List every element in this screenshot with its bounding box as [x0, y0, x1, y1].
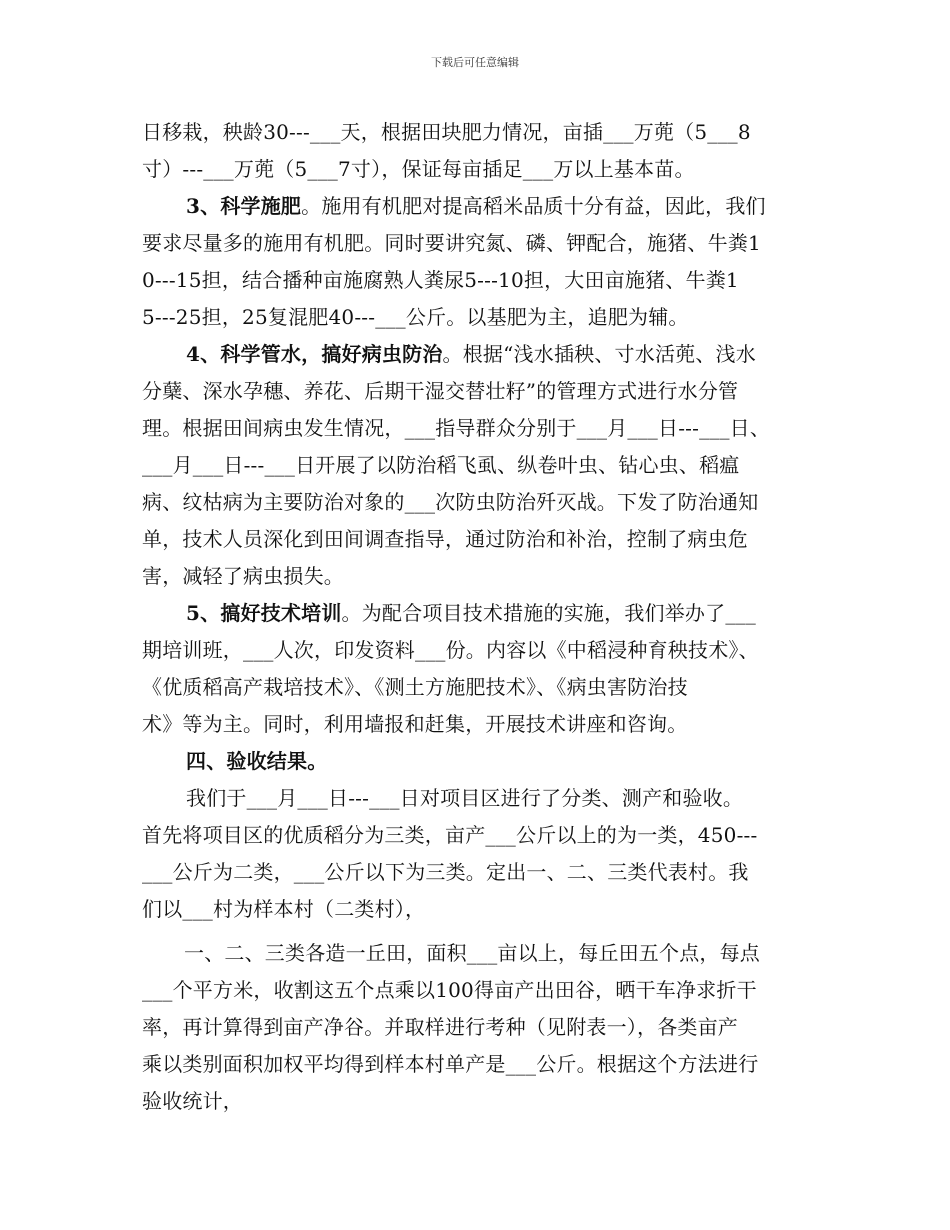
text-line: 术》等为主。同时，利用墙报和赶集，开展技术讲座和咨询。: [142, 712, 688, 736]
text-line: 分蘖、深水孕穗、养花、后期干湿交替壮籽”的管理方式进行水分管: [142, 379, 739, 403]
text-line: 期培训班，___人次，印发资料___份。内容以《中稻浸种育秧技术》、: [142, 638, 759, 662]
text-line: ___月___日---___日开展了以防治稻飞虱、纵卷叶虫、钻心虫、稻瘟: [142, 453, 740, 477]
text-line: 病、纹枯病为主要防治对象的___次防虫防治歼灭战。下发了防治通知: [142, 490, 759, 514]
section-heading: 4、科学管水，搞好病虫防治: [186, 342, 443, 366]
text-line: 们以___村为样本村（二类村），: [142, 897, 426, 921]
text-line: ___公斤为二类，___公斤以下为三类。定出一、二、三类代表村。我: [142, 860, 749, 884]
section-heading-line: [142, 188, 810, 225]
text-run: 。为配合项目技术措施的实施，我们举办了___: [341, 601, 756, 625]
page-header: 下载后可任意编辑: [431, 56, 519, 69]
text-line: 率，再计算得到亩产净谷。并取样进行考种（见附表一），各类亩产: [142, 1015, 738, 1039]
text-line: 要求尽量多的施用有机肥。同时要讲究氮、磷、钾配合，施猪、牛粪1: [142, 231, 761, 255]
text-line: 首先将项目区的优质稻分为三类，亩产___公斤以上的为一类，450---: [142, 823, 758, 847]
text-run: 。施用有机肥对提高稻米品质十分有益，因此，我们: [301, 194, 766, 218]
text-line: 寸）---___万蔸（5___7寸），保证每亩插足___万以上基本苗。: [142, 157, 695, 181]
document-body: [142, 114, 810, 1120]
text-line: 日移栽，秧龄30---___天，根据田块肥力情况，亩插___万蔸（5___8: [142, 120, 751, 144]
text-line: 验收统计，: [142, 1089, 243, 1113]
text-line: 害，减轻了病虫损失。: [142, 564, 344, 588]
text-line: 0---15担，结合播种亩施腐熟人粪尿5---10担，大田亩施猪、牛粪1: [142, 268, 739, 292]
section-heading-line: [142, 336, 810, 373]
text-line: ___个平方米，收割这五个点乘以100得亩产出田谷，晒干车净求折干: [142, 978, 757, 1002]
text-line: 一、二、三类各造一丘田，面积___亩以上，每丘田五个点，每点: [184, 941, 760, 965]
text-line: 乘以类别面积加权平均得到样本村单产是___公斤。根据这个方法进行: [142, 1052, 759, 1076]
text-run: 。根据“浅水插秧、寸水活蔸、浅水: [442, 342, 756, 366]
section-heading: 5、搞好技术培训: [186, 601, 342, 625]
text-line: 《优质稻高产栽培技术》、《测土方施肥技术》、《病虫害防治技: [142, 675, 688, 699]
section-heading: 3、科学施肥: [186, 194, 302, 218]
text-line: 理。根据田间病虫发生情况，___指导群众分别于___月___日---___日、: [142, 416, 771, 440]
section-heading-line: [142, 595, 810, 632]
section-heading-line: [142, 743, 810, 780]
text-line: 单，技术人员深化到田间调查指导，通过防治和补治，控制了病虫危: [142, 527, 748, 551]
text-line: 我们于___月___日---___日对项目区进行了分类、测产和验收。: [186, 786, 744, 810]
section-heading: 四、验收结果。: [186, 749, 328, 773]
text-line: 5---25担，25复混肥40---___公斤。以基肥为主，追肥为辅。: [142, 305, 689, 329]
